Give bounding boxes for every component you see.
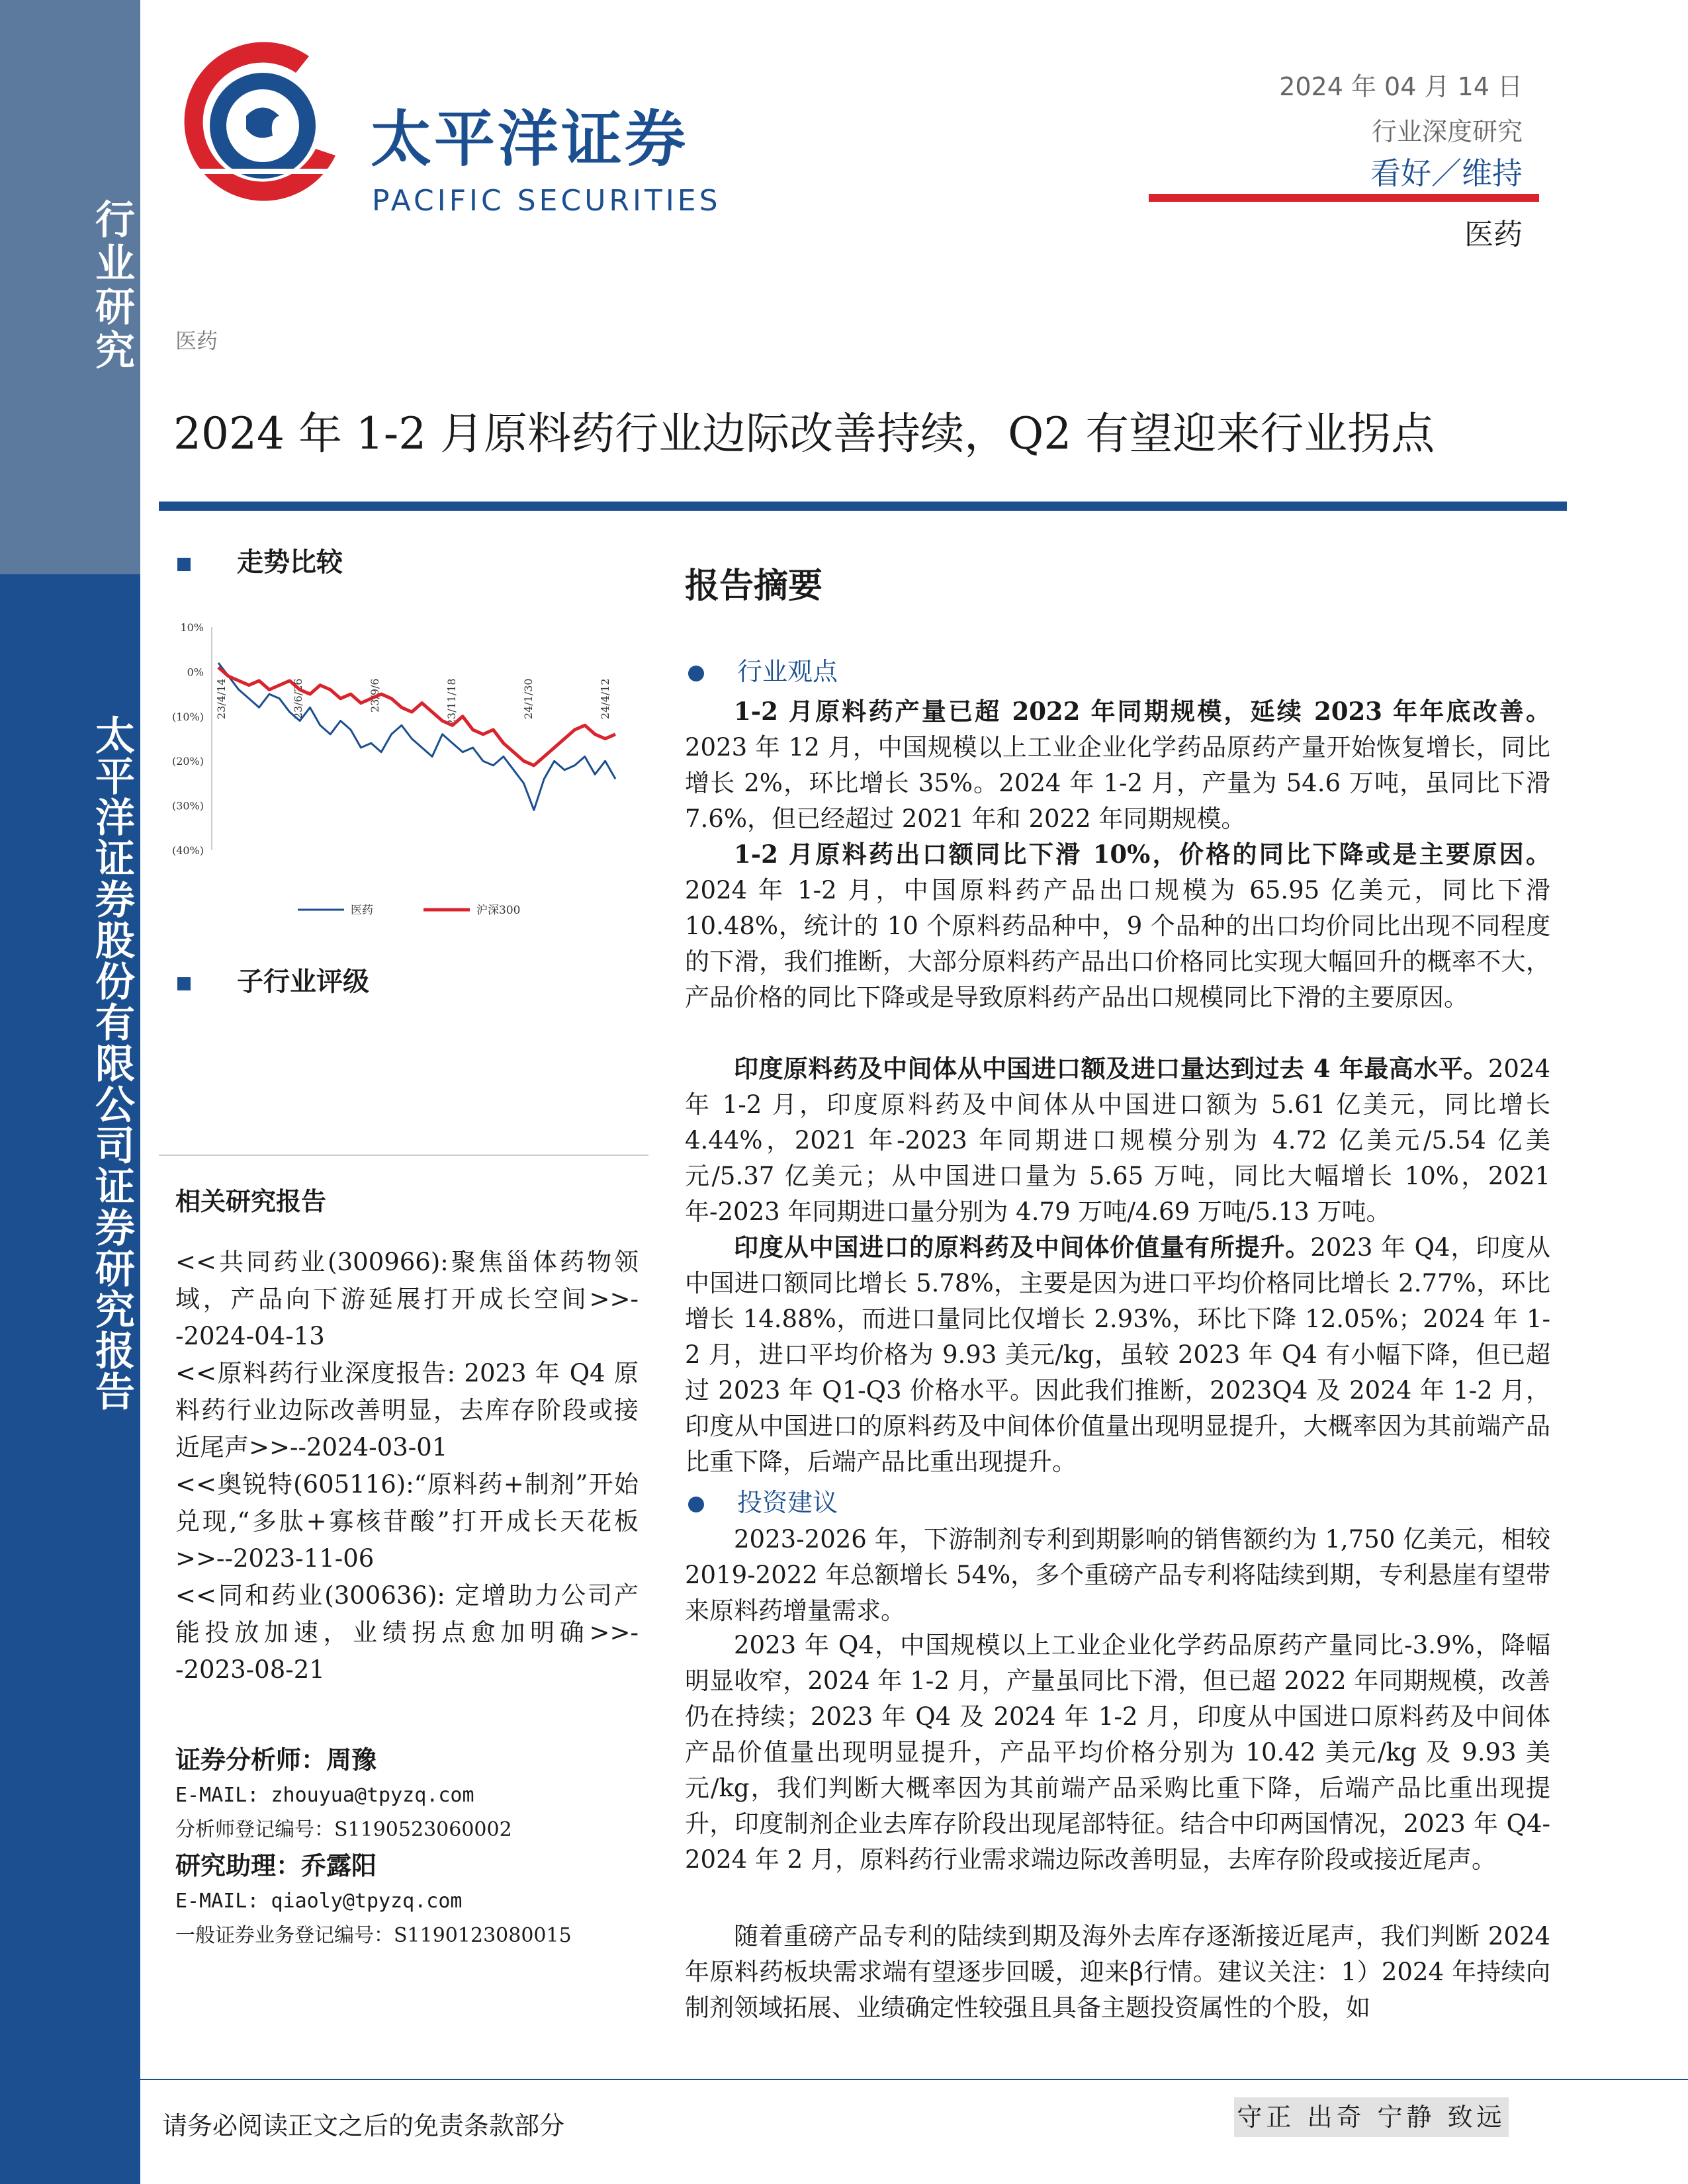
paragraph-lead: 印度从中国进口的原料药及中间体价值量有所提升。	[734, 1233, 1311, 1262]
paragraph-lead: 1-2 月原料药产量已超 2022 年同期规模，延续 2023 年年底改善。	[734, 697, 1550, 726]
sub-industry-rating-heading	[177, 961, 369, 998]
report-type: 行业深度研究	[1371, 117, 1523, 146]
summary-paragraph	[685, 1229, 1550, 1480]
sidebar-bottom-band	[0, 574, 140, 2184]
square-bullet-icon	[177, 977, 191, 990]
sidebar-top-band	[0, 0, 140, 574]
round-bullet-icon	[688, 1497, 704, 1512]
series-line	[218, 668, 615, 765]
assistant-name: 研究助理：乔露阳	[175, 1851, 377, 1880]
paragraph-lead: 1-2 月原料药出口额同比下滑 10%，价格的同比下降或是主要原因。	[734, 840, 1550, 869]
sector-label: 医药	[175, 328, 218, 353]
industry-rating: 看好／维持	[1370, 155, 1523, 191]
x-tick-label: 24/4/12	[599, 678, 611, 720]
trend-heading-text: 走势比较	[237, 546, 343, 578]
x-tick-label: 23/4/14	[215, 678, 228, 720]
analyst-name: 证券分析师：周豫	[175, 1745, 377, 1774]
x-tick-label: 23/9/6	[369, 678, 381, 713]
related-report-item[interactable]: <<共同药业(300966):聚焦甾体药物领域，产品向下游延展打开成长空间>>--2024-04-13	[175, 1248, 639, 1350]
investment-advice-heading	[688, 1482, 838, 1518]
footer-disclaimer: 请务必阅读正文之后的免责条款部分	[162, 2111, 565, 2140]
summary-paragraph	[685, 693, 1550, 837]
y-axis	[172, 621, 212, 857]
x-tick-label: 23/6/26	[292, 678, 304, 720]
industry-view-text: 行业观点	[737, 657, 838, 686]
analyst-email[interactable]: E-MAIL: zhouyua@tpyzq.com	[175, 1784, 474, 1807]
y-tick-label: 10%	[180, 621, 204, 634]
header-sector: 医药	[1464, 218, 1523, 251]
investment-advice-text: 投资建议	[737, 1488, 838, 1517]
legend-label: 沪深300	[476, 904, 521, 917]
paragraph-body: 2024 年 1-2 月，印度原料药及中间体从中国进口额为 5.61 亿美元，同比增长 4.44%，2021 年-2023 年同期进口规模分别为 4.72 亿美元/5.54 亿美元/5.37 亿美元；从中国进口量为 5.65 万吨，同比大幅增长 10%，2021 年-2023 年同期进口量分别为 4.79 万吨/4.69 万吨/5.13 万吨。	[685, 1055, 1550, 1226]
paragraph-body: 2023 年 Q4，印度从中国进口额同比增长 5.78%，主要是因为进口平均价格同比增长 2.77%，环比增长 14.88%，而进口量同比仅增长 2.93%，环比下降 12.05%；2024 年 1-2 月，进口平均价格为 9.93 美元/kg，虽较 2023 年 Q4 有小幅下降，但已超过 2023 年 Q1-Q3 价格水平。因此我们推断，2023Q4 及 2024 年 1-2 月，印度从中国进口的原料药及中间体价值量出现明显提升，大概率因为其前端产品比重下降，后端产品比重出现提升。	[685, 1233, 1551, 1476]
report-title: 2024 年 1-2 月原料药行业边际改善持续，Q2 有望迎来行业拐点	[173, 408, 1435, 459]
industry-view-heading	[688, 651, 838, 687]
related-report-item[interactable]: <<奥锐特(605116):“原料药+制剂”开始兑现,“多肽+寡核苷酸”打开成长天花板>>--2023-11-06	[175, 1470, 639, 1573]
related-report-item[interactable]: <<原料药行业深度报告: 2023 年 Q4 原料药行业边际改善明显，去库存阶段或接近尾声>>--2024-03-01	[175, 1359, 639, 1462]
y-tick-label: (40%)	[171, 844, 204, 857]
assistant-registration: 一般证券业务登记编号：S1190123080015	[175, 1924, 572, 1947]
square-bullet-icon	[177, 558, 191, 571]
advice-paragraph: 2023 年 Q4，中国规模以上工业企业化学药品原药产量同比-3.9%，降幅明显收窄，2024 年 1-2 月，产量虽同比下滑，但已超 2022 年同期规模，改善仍在持续；2023 年 Q4 及 2024 年 1-2 月，印度从中国进口原料药及中间体产品价值量出现明显提升，产品平均价格分别为 10.42 美元/kg 及 9.93 美元/kg，我们判断大概率因为其前端产品采购比重下降，后端产品比重出现提升，印度制剂企业去库存阶段出现尾部特征。结合中印两国情况，2023 年 Q4-2024 年 2 月，原料药行业需求端边际改善明显，去库存阶段或接近尾声。	[685, 1631, 1550, 1874]
report-date: 2024 年 04 月 14 日	[1279, 72, 1523, 101]
trend-section-heading	[177, 541, 343, 579]
sub-rating-heading-text: 子行业评级	[237, 966, 369, 997]
title-rule	[159, 502, 1567, 511]
x-tick-label: 23/11/18	[445, 678, 458, 726]
round-bullet-icon	[688, 666, 704, 681]
advice-paragraph: 2023-2026 年，下游制剂专利到期影响的销售额约为 1,750 亿美元，相较 2019-2022 年总额增长 54%，多个重磅产品专利将陆续到期，专利悬崖有望带来原料药增量需求。	[685, 1525, 1550, 1625]
legend-label: 医药	[351, 904, 373, 917]
related-reports-heading: 相关研究报告	[175, 1186, 327, 1216]
analyst-block	[175, 1741, 652, 1953]
brand-name-en: PACIFIC SECURITIES	[372, 184, 721, 218]
assistant-email[interactable]: E-MAIL: qiaoly@tpyzq.com	[175, 1890, 463, 1913]
sidebar-label-industry-research: 行业研究	[89, 198, 135, 373]
y-tick-label: (20%)	[171, 755, 204, 768]
footer-motto: 守正 出奇 宁静 致远	[1234, 2097, 1509, 2137]
footer-rule	[140, 2079, 1688, 2080]
y-tick-label: 0%	[187, 666, 204, 679]
trend-chart	[159, 609, 648, 939]
paragraph-body: 2023 年 12 月，中国规模以上工业企业化学药品原药产量开始恢复增长，同比增长 2%，环比增长 35%。2024 年 1-2 月，产量为 54.6 万吨，虽同比下滑 7.6%，但已经超过 2021 年和 2022 年同期规模。	[685, 733, 1550, 833]
related-report-item[interactable]: <<同和药业(300636): 定增助力公司产能投放加速，业绩拐点愈加明确>>--2023-08-21	[175, 1581, 639, 1684]
chart-lines	[218, 663, 615, 810]
x-tick-label: 24/1/30	[522, 678, 535, 720]
paragraph-lead: 印度原料药及中间体从中国进口额及进口量达到过去 4 年最高水平。	[734, 1054, 1488, 1083]
summary-heading: 报告摘要	[685, 566, 823, 606]
chart-legend	[298, 904, 520, 917]
pacific-logo-icon	[173, 36, 345, 208]
y-tick-label: (30%)	[171, 799, 204, 812]
analyst-registration: 分析师登记编号：S1190523060002	[175, 1818, 512, 1841]
sidebar-label-company: 太平洋证券股份有限公司证券研究报告	[89, 715, 135, 1412]
y-tick-label: (10%)	[171, 710, 204, 723]
summary-paragraph	[685, 836, 1550, 1016]
brand-name-cn: 太平洋证券	[371, 104, 689, 175]
advice-paragraph: 随着重磅产品专利的陆续到期及海外去库存逐渐接近尾声，我们判断 2024 年原料药板块需求端有望逐步回暖，迎来β行情。建议关注：1）2024 年持续向制剂领域拓展、业绩确定性较强且具备主题投资属性的个股，如	[685, 1922, 1550, 2022]
paragraph-body: 2024 年 1-2 月，中国原料药产品出口规模为 65.95 亿美元，同比下滑 10.48%，统计的 10 个原料药品种中，9 个品种的出口均价同比出现不同程度的下滑，我们推断，大部分原料药产品出口价格同比实现大幅回升的概率不大，产品价格的同比下降或是导致原料药产品出口规模同比下滑的主要原因。	[685, 876, 1550, 1012]
left-divider	[159, 1155, 648, 1156]
summary-paragraph	[685, 1051, 1550, 1230]
header-red-rule	[1149, 194, 1539, 202]
related-reports-list	[175, 1244, 639, 1688]
